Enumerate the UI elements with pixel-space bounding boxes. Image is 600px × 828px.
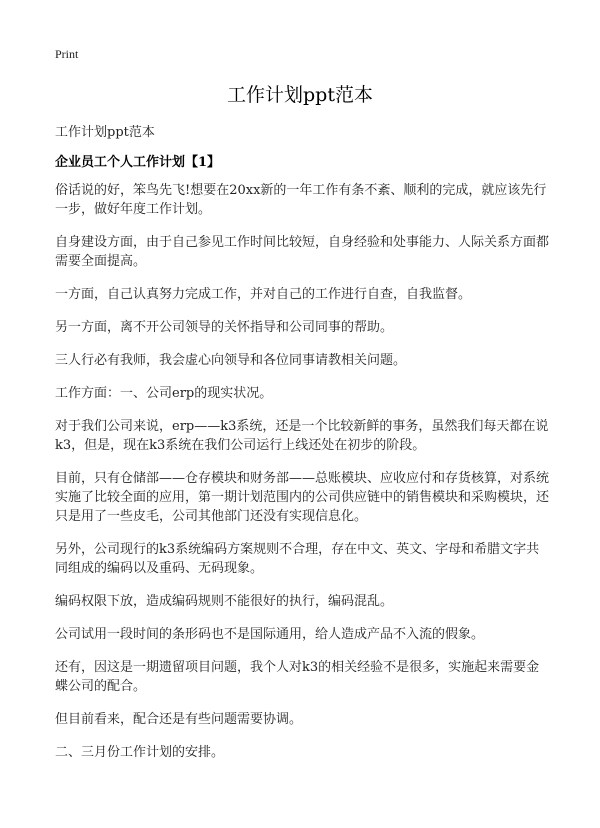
paragraph: 自身建设方面，由于自己参见工作时间比较短，自身经验和处事能力、人际关系方面都需要全面提高。: [55, 235, 550, 269]
paragraph: 对于我们公司来说，erp——k3系统，还是一个比较新鲜的事务，虽然我们每天都在说k3，但是，现在k3系统在我们公司运行上线还处在初步的阶段。: [55, 419, 549, 453]
paragraph: 公司试用一段时间的条形码也不是国际通用，给人造成产品不入流的假象。: [55, 627, 485, 642]
paragraph: 但目前看来，配合还是有些问题需要协调。: [55, 712, 303, 727]
document-subtitle: 工作计划ppt范本: [55, 125, 155, 140]
print-link[interactable]: Print: [55, 47, 79, 61]
paragraph: 目前，只有仓储部——仓存模块和财务部——总账模块、应收应付和存货核算，对系统实施了比较全面的应用，第一期计划范围内的公司供应链中的销售模块和采购模块，还只是用了一些皮毛，公司其他部门还没有实现信息化。: [55, 471, 550, 524]
paragraph: 编码权限下放，造成编码规则不能很好的执行，编码混乱。: [55, 594, 394, 609]
paragraph: 另外，公司现行的k3系统编码方案规则不合理，存在中文、英文、字母和希腊文字共同组成的编码以及重码、无码现象。: [55, 542, 540, 576]
paragraph: 一方面，自己认真努力完成工作，并对自己的工作进行自查，自我监督。: [55, 287, 472, 302]
paragraph: 还有，因这是一期遗留项目问题，我个人对k3的相关经验不是很多，实施起来需要金蝶公司的配合。: [55, 660, 540, 694]
paragraph: 另一方面，离不开公司领导的关怀指导和公司同事的帮助。: [55, 320, 394, 335]
document-title: 工作计划ppt范本: [227, 84, 373, 106]
paragraph: 工作方面：一、公司erp的现实状况。: [55, 386, 273, 401]
section-heading: 企业员工个人工作计划【1】: [55, 155, 221, 170]
paragraph: 俗话说的好，笨鸟先飞!想要在20xx新的一年工作有条不紊、顺利的完成，就应该先行一步，做好年度工作计划。: [55, 183, 547, 217]
paragraph: 三人行必有我师，我会虚心向领导和各位同事请教相关问题。: [55, 353, 407, 368]
document-body: [55, 181, 550, 776]
paragraph: 二、三月份工作计划的安排。: [55, 745, 225, 760]
